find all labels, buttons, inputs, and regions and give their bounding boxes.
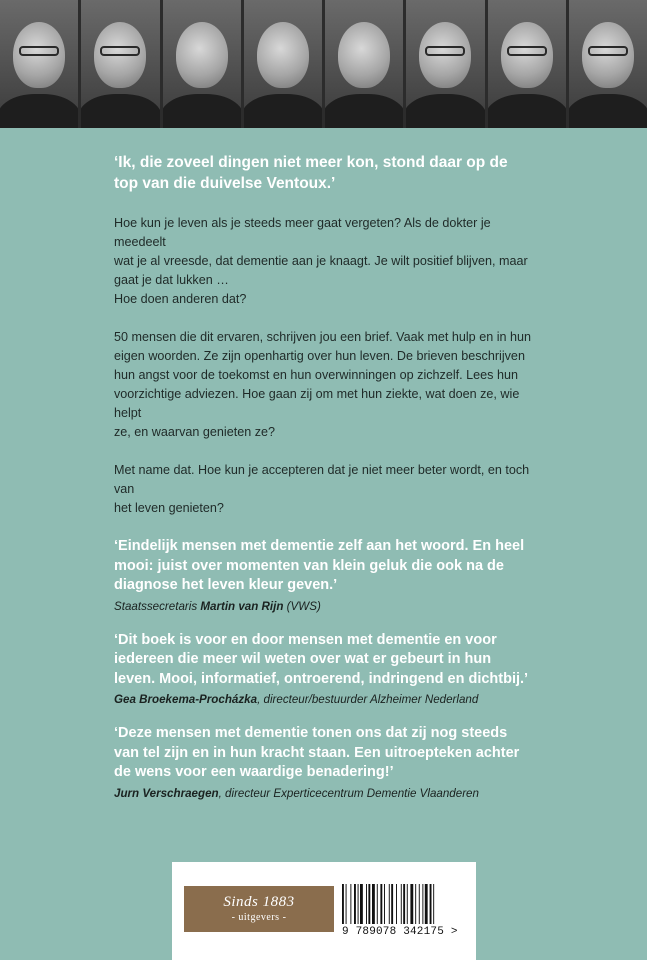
attribution-org: , directeur Experticecentrum Dementie Vlaanderen	[218, 786, 479, 800]
paragraph-line: eigen woorden. Ze zijn openhartig over hun leven. De brieven beschrijven	[114, 349, 525, 363]
endorsement-3	[114, 724, 534, 802]
endorsement-quote: ‘Eindelijk mensen met dementie zelf aan het woord. En heel mooi: juist over momenten van klein geluk die ook na de diagnose het leven kleur geven.’	[114, 538, 525, 593]
portrait-photo	[81, 0, 159, 128]
lead-quote: ‘Ik, die zoveel dingen niet meer kon, stond daar op de top van die duivelse Ventoux.’	[114, 154, 508, 192]
attribution-name: Gea Broekema-Procházka	[114, 693, 258, 706]
intro-paragraph	[114, 214, 534, 309]
endorsement-attribution	[114, 599, 534, 615]
endorsement-attribution	[114, 786, 534, 802]
portrait-photo	[406, 0, 484, 128]
publisher-logo	[184, 886, 334, 932]
portrait-photo	[0, 0, 78, 128]
publisher-subtitle: - uitgevers -	[231, 912, 287, 923]
endorsement-attribution	[114, 692, 534, 708]
paragraph-line: wat je al vreesde, dat dementie aan je knaagt. Je wilt positief blijven, maar	[114, 254, 528, 268]
endorsement-quote: ‘Deze mensen met dementie tonen ons dat zij nog steeds van tel zijn en in hun kracht staan. Een uitroepteken achter de wens voor een waardige benadering!’	[114, 725, 520, 780]
barcode-icon	[342, 884, 462, 924]
portrait-photo	[569, 0, 647, 128]
paragraph-line: gaat je dat lukken …	[114, 273, 229, 287]
back-cover-text	[114, 152, 534, 818]
portrait-photo-strip	[0, 0, 647, 128]
paragraph-line: Hoe kun je leven als je steeds meer gaat vergeten? Als de dokter je meedeelt	[114, 216, 491, 249]
paragraph-line: Met name dat. Hoe kun je accepteren dat je niet meer beter wordt, en toch van	[114, 463, 530, 496]
publisher-name: Sinds 1883	[223, 894, 295, 910]
publisher-barcode-panel	[172, 862, 476, 960]
portrait-photo	[488, 0, 566, 128]
attribution-role: Staatssecretaris	[114, 599, 201, 613]
closing-paragraph	[114, 461, 534, 518]
attribution-org: , directeur/bestuurder Alzheimer Nederland	[257, 693, 479, 706]
paragraph-line: voorzichtige adviezen. Hoe gaan zij om met hun ziekte, wat doen ze, wie helpt	[114, 387, 520, 420]
endorsement-2	[114, 631, 534, 709]
endorsement-1	[114, 537, 534, 615]
endorsement-quote: ‘Dit boek is voor en door mensen met dementie en voor iedereen die meer wil weten over wat er gebeurt in hun leven. Mooi, informatief, ontroerend, indringend en dichtbij.’	[114, 631, 529, 687]
portrait-photo	[163, 0, 241, 128]
portrait-photo	[244, 0, 322, 128]
paragraph-line: 50 mensen die dit ervaren, schrijven jou een brief. Vaak met hulp en in hun	[114, 330, 532, 344]
portrait-photo	[325, 0, 403, 128]
paragraph-line: hun angst voor de toekomst en hun overwinningen op zichzelf. Lees hun	[114, 368, 518, 382]
attribution-name: Martin van Rijn	[200, 599, 284, 613]
description-paragraph	[114, 328, 534, 442]
paragraph-line: Hoe doen anderen dat?	[114, 292, 247, 306]
paragraph-line: ze, en waarvan genieten ze?	[114, 425, 276, 439]
isbn-number: 9 789078 342175 >	[342, 926, 458, 938]
attribution-name: Jurn Verschraegen	[114, 786, 219, 800]
attribution-org: (VWS)	[283, 599, 321, 613]
paragraph-line: het leven genieten?	[114, 501, 224, 515]
